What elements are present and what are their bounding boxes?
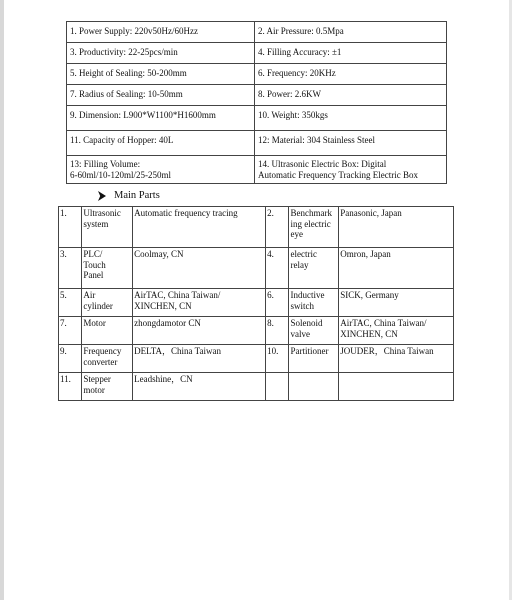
parts-row xyxy=(59,373,454,401)
part-number-cell xyxy=(266,248,289,289)
part-name-line: eye xyxy=(290,229,303,239)
part-brand-line: JOUDER，China Taiwan xyxy=(340,346,434,356)
part-brand-cell xyxy=(133,248,266,289)
part-brand-line: Automatic frequency tracing xyxy=(134,208,238,218)
part-name-line: valve xyxy=(290,328,310,339)
part-number-cell xyxy=(266,373,289,401)
part-number-cell xyxy=(59,317,82,345)
spec-cell: 8. Power: 2.6KW xyxy=(255,85,447,106)
spec-cell: 9. Dimension: L900*W1100*H1600mm xyxy=(67,106,255,131)
part-name-cell xyxy=(289,345,339,373)
part-name-line: ing electric xyxy=(290,218,331,229)
part-brand-line: SICK, Germany xyxy=(340,290,399,300)
part-number: 10. xyxy=(267,346,279,356)
part-name-line: electric xyxy=(290,249,317,259)
part-brand-line: XINCHEN, CN xyxy=(340,328,398,339)
parts-row xyxy=(59,248,454,289)
part-brand-cell xyxy=(339,317,454,345)
spec-cell: 1. Power Supply: 220v50Hz/60Hzz xyxy=(67,22,255,43)
part-number: 11. xyxy=(60,374,71,384)
part-name-line: Motor xyxy=(83,318,106,328)
spec-cell: 12: Material: 304 Stainless Steel xyxy=(255,131,447,156)
part-brand-cell xyxy=(133,317,266,345)
part-number: 4. xyxy=(267,249,274,259)
part-brand-cell xyxy=(339,373,454,401)
part-name-cell xyxy=(82,289,133,317)
spec-cell xyxy=(67,156,255,184)
spec-row xyxy=(67,85,447,106)
part-name-line: Inductive xyxy=(290,290,325,300)
page-left-edge xyxy=(0,0,4,600)
parts-row xyxy=(59,207,454,248)
part-brand-line: Coolmay, CN xyxy=(134,249,184,259)
part-number: 1. xyxy=(60,208,67,218)
part-brand-line: DELTA，China Taiwan xyxy=(134,346,221,356)
spec-row xyxy=(67,106,447,131)
part-brand-line: AirTAC, China Taiwan/ xyxy=(134,290,221,300)
part-name-line: PLC/ xyxy=(83,249,103,259)
parts-row xyxy=(59,317,454,345)
spec-line: 6-60ml/10-120ml/25-250ml xyxy=(70,169,171,180)
part-brand-cell xyxy=(339,345,454,373)
part-name-line: Frequency xyxy=(83,346,122,356)
spec-cell xyxy=(255,156,447,184)
part-brand-cell xyxy=(339,248,454,289)
part-name-cell xyxy=(289,207,339,248)
part-brand-line: zhongdamotor CN xyxy=(134,318,201,328)
spec-cell: 10. Weight: 350kgs xyxy=(255,106,447,131)
part-number-cell xyxy=(266,345,289,373)
part-brand-line: XINCHEN, CN xyxy=(134,300,192,311)
part-number-cell xyxy=(59,207,82,248)
part-number-cell xyxy=(266,317,289,345)
part-name-cell xyxy=(82,373,133,401)
spec-cell: 4. Filling Accuracy: ±1 xyxy=(255,43,447,64)
part-name-line: Partitioner xyxy=(290,346,329,356)
part-number: 8. xyxy=(267,318,274,328)
part-name-line: Ultrasonic xyxy=(83,208,121,218)
spec-row xyxy=(67,131,447,156)
specifications-table xyxy=(66,21,447,184)
part-number-cell xyxy=(59,289,82,317)
main-parts-table xyxy=(58,206,454,401)
part-brand-cell xyxy=(133,207,266,248)
spec-cell: 11. Capacity of Hopper: 40L xyxy=(67,131,255,156)
part-name-line: Solenoid xyxy=(290,318,323,328)
part-brand-cell xyxy=(339,289,454,317)
part-brand-cell xyxy=(133,289,266,317)
part-name-line: Touch xyxy=(83,259,106,270)
part-number: 7. xyxy=(60,318,67,328)
spec-cell: 6. Frequency: 20KHz xyxy=(255,64,447,85)
part-brand-cell xyxy=(133,373,266,401)
part-name-cell xyxy=(289,317,339,345)
part-number-cell xyxy=(266,289,289,317)
part-brand-line: Omron, Japan xyxy=(340,249,391,259)
part-name-line: relay xyxy=(290,259,309,270)
part-number: 5. xyxy=(60,290,67,300)
part-name-line: Benchmark xyxy=(290,208,332,218)
spec-cell: 3. Productivity: 22-25pcs/min xyxy=(67,43,255,64)
spec-line: Automatic Frequency Tracking Electric Box xyxy=(258,169,418,180)
part-number-cell xyxy=(266,207,289,248)
part-name-cell xyxy=(289,248,339,289)
part-name-line: system xyxy=(83,218,109,229)
spec-cell: 5. Height of Sealing: 50-200mm xyxy=(67,64,255,85)
part-number: 2. xyxy=(267,208,274,218)
part-name-cell xyxy=(82,345,133,373)
part-number: 9. xyxy=(60,346,67,356)
spec-line: 14. Ultrasonic Electric Box: Digital xyxy=(258,159,387,169)
part-name-line: Stepper xyxy=(83,374,111,384)
part-number-cell xyxy=(59,345,82,373)
spec-cell: 7. Radius of Sealing: 10-50mm xyxy=(67,85,255,106)
part-brand-line: AirTAC, China Taiwan/ xyxy=(340,318,427,328)
part-number: 3. xyxy=(60,249,67,259)
part-name-cell xyxy=(82,207,133,248)
part-name-line: cylinder xyxy=(83,300,113,311)
part-name-line: Panel xyxy=(83,270,104,280)
part-name-line: switch xyxy=(290,300,314,311)
spec-row xyxy=(67,64,447,85)
part-brand-cell xyxy=(133,345,266,373)
part-name-line: converter xyxy=(83,356,118,367)
section-heading xyxy=(98,189,160,203)
part-name-line: Air xyxy=(83,290,96,300)
spec-cell: 2. Air Pressure: 0.5Mpa xyxy=(255,22,447,43)
parts-row xyxy=(59,289,454,317)
spec-row xyxy=(67,22,447,43)
part-name-line: motor xyxy=(83,384,105,395)
part-number: 6. xyxy=(267,290,274,300)
spec-line: 13: Filling Volume: xyxy=(70,159,141,169)
part-number-cell xyxy=(59,248,82,289)
arrow-bullet-icon xyxy=(98,191,106,201)
spec-row xyxy=(67,43,447,64)
part-name-cell xyxy=(82,248,133,289)
section-heading-text: Main Parts xyxy=(114,190,160,201)
part-name-cell xyxy=(289,289,339,317)
spec-row xyxy=(67,156,447,184)
part-brand-line: Panasonic, Japan xyxy=(340,208,402,218)
parts-row xyxy=(59,345,454,373)
part-name-cell xyxy=(289,373,339,401)
part-number-cell xyxy=(59,373,82,401)
part-name-cell xyxy=(82,317,133,345)
part-brand-line: Leadshine，CN xyxy=(134,374,193,384)
part-brand-cell xyxy=(339,207,454,248)
